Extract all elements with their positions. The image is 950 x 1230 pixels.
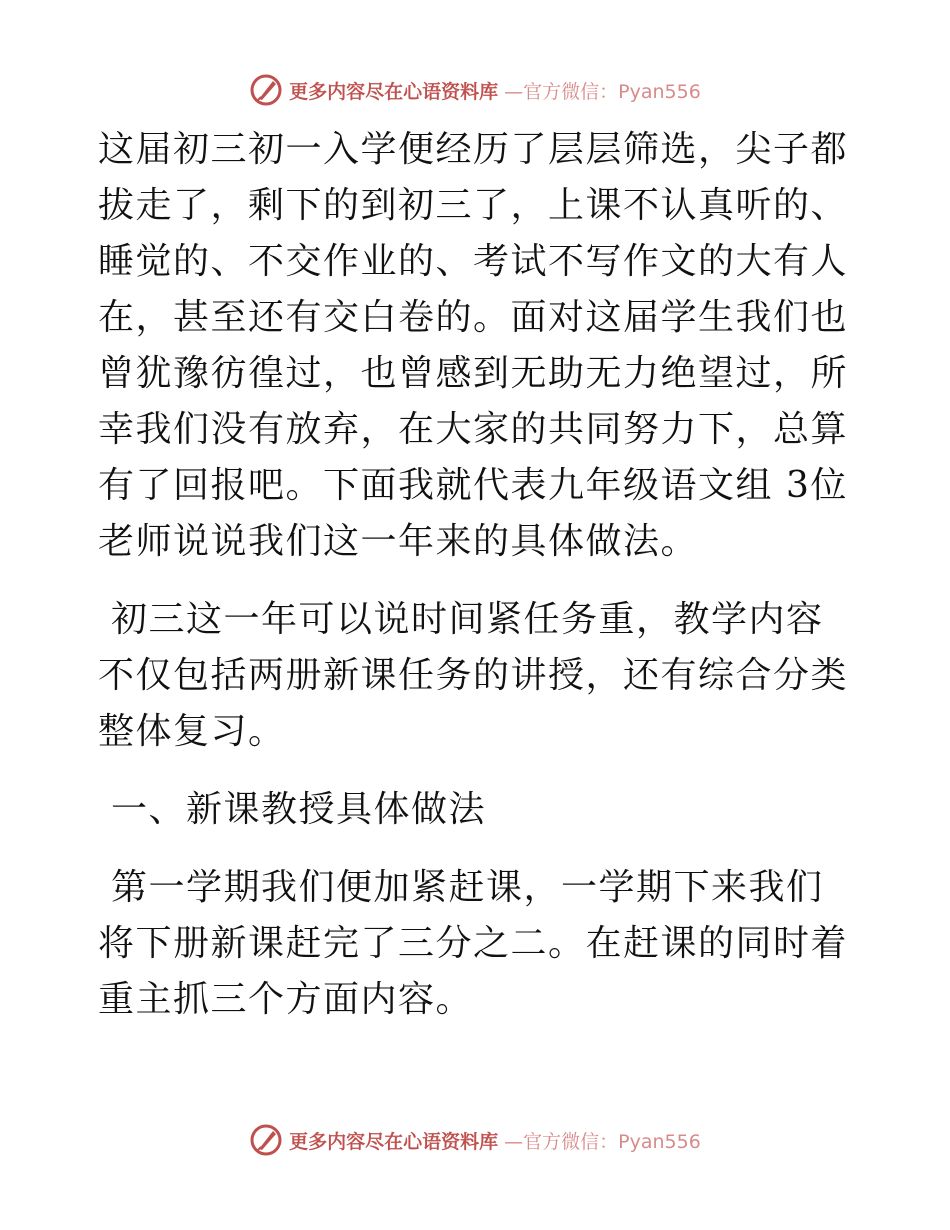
footer-watermark <box>0 1120 950 1160</box>
quill-logo-icon <box>249 73 283 107</box>
paragraph-2: 初三这一年可以说时间紧任务重，教学内容不仅包括两册新课任务的讲授，还有综合分类整体复习。 <box>98 599 849 752</box>
header-brand-text: 更多内容尽在心语资料库 <box>289 80 499 103</box>
header-watermark <box>0 70 950 110</box>
section-heading: 一、新课教授具体做法 <box>98 789 486 830</box>
document-body <box>98 122 858 1028</box>
header-contact-text: —官方微信：Pyan556 <box>504 80 701 103</box>
paragraph-3: 第一学期我们便加紧赶课，一学期下来我们将下册新课赶完了三分之二。在赶课的同时着重主抓三个方面内容。 <box>98 867 849 1020</box>
quill-logo-icon <box>249 1123 283 1157</box>
paragraph-1: 这届初三初一入学便经历了层层筛选，尖子都拔走了，剩下的到初三了，上课不认真听的、睡觉的、不交作业的、考试不写作文的大有人在，甚至还有交白卷的。面对这届学生我们也曾犹豫彷徨过，也曾感到无助无力绝望过，所幸我们没有放弃，在大家的共同努力下，总算有了回报吧。下面我就代表九年级语文组 3位老师说说我们这一年来的具体做法。 <box>98 129 849 562</box>
footer-brand-text: 更多内容尽在心语资料库 <box>289 1130 499 1153</box>
footer-contact-text: —官方微信：Pyan556 <box>504 1130 701 1153</box>
